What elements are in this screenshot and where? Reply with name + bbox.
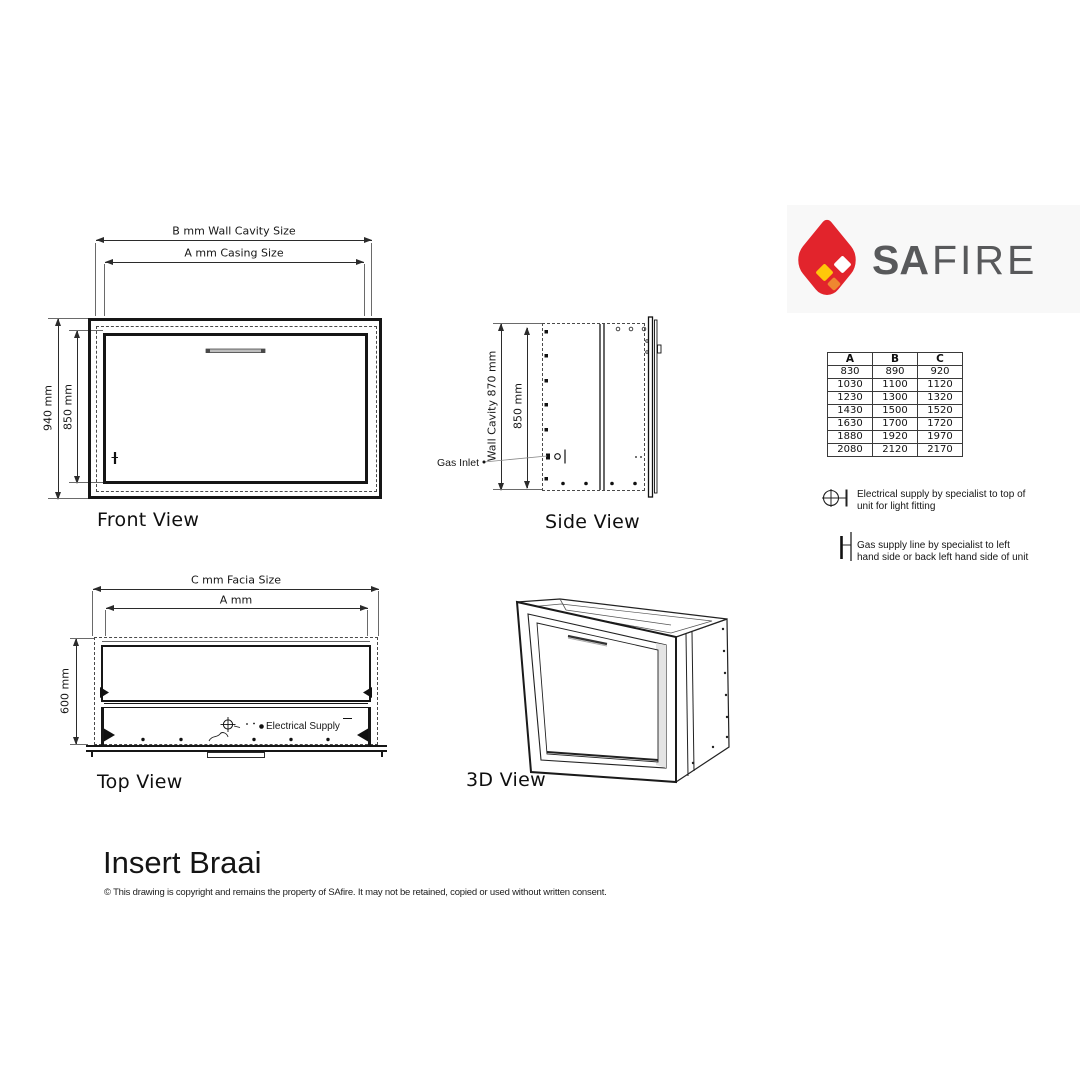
table-row	[828, 431, 963, 444]
front-dim-a-label: A mm Casing Size	[184, 246, 284, 260]
top-dim-600-label: 600 mm	[58, 668, 72, 714]
extension-line	[104, 264, 105, 316]
side-dim-850-label: 850 mm	[511, 383, 525, 429]
page-title: Insert Braai	[103, 845, 262, 880]
dim-line	[105, 262, 364, 263]
table-cell: 920	[918, 366, 963, 379]
leader-dot	[483, 461, 486, 464]
dim-line	[77, 331, 78, 483]
electrical-supply-icon	[820, 485, 852, 511]
legend-electrical-text	[857, 489, 1025, 513]
table-row	[828, 379, 963, 392]
copyright-note: © This drawing is copyright and remains the property of SAfire. It may not be retained, copied or used without written consent.	[104, 887, 607, 898]
table-cell: 890	[873, 366, 918, 379]
front-view-details	[85, 315, 395, 505]
table-cell: 1630	[828, 418, 873, 431]
extension-line	[371, 243, 372, 316]
legend-gas-line2: hand side or back left hand side of unit	[857, 552, 1029, 563]
table-cell: 1300	[873, 392, 918, 405]
top-dim-c-label: C mm Facia Size	[190, 573, 282, 587]
vent-holes	[616, 327, 648, 353]
table-row	[828, 392, 963, 405]
side-dim-870-label: Wall Cavity 870 mm	[485, 350, 499, 462]
dim-line	[58, 319, 59, 499]
extension-line	[48, 498, 88, 499]
logo-flame-icon	[791, 216, 863, 304]
side-view-details	[430, 308, 680, 508]
table-header-row	[828, 353, 963, 366]
table-cell: 1500	[873, 405, 918, 418]
gas-inlet-label: Gas Inlet	[437, 457, 480, 469]
facia-flange	[649, 317, 653, 497]
legend-gas-line1: Gas supply line by specialist to left	[857, 540, 1010, 551]
box-right-face	[676, 619, 729, 782]
side-view-caption: Side View	[545, 511, 640, 533]
logo-flame-body	[792, 217, 863, 303]
table-header-c: C	[918, 353, 963, 366]
electrical-supply-label: Electrical Supply	[266, 721, 340, 732]
facia-flange-inner	[655, 320, 658, 493]
extension-line	[48, 318, 88, 319]
bottom-fixings	[561, 456, 642, 485]
table-cell: 1880	[828, 431, 873, 444]
table-cell: 1100	[873, 379, 918, 392]
table-cell: 1720	[918, 418, 963, 431]
view-3d-caption: 3D View	[466, 769, 546, 791]
table-row	[828, 418, 963, 431]
logo-wordmark	[872, 237, 1038, 283]
table-row	[828, 405, 963, 418]
top-view-caption: Top View	[97, 771, 183, 793]
top-dim-a-label: A mm	[219, 593, 253, 607]
table-row	[828, 366, 963, 379]
size-table	[827, 352, 963, 457]
table-cell: 2080	[828, 444, 873, 457]
table-row	[828, 444, 963, 457]
table-cell: 1520	[918, 405, 963, 418]
front-dim-850-label: 850 mm	[61, 384, 75, 430]
view-3d-drawing	[460, 585, 770, 795]
table-header-b: B	[873, 353, 918, 366]
legend-electrical-line1: Electrical supply by specialist to top of	[857, 489, 1026, 500]
flange-knob	[658, 345, 662, 353]
door-handle	[206, 349, 265, 353]
gas-connection-mark	[112, 452, 119, 464]
extension-line	[95, 243, 96, 316]
table-cell: 1700	[873, 418, 918, 431]
table-cell: 2170	[918, 444, 963, 457]
gas-supply-icon	[834, 530, 858, 564]
front-dim-940-label: 940 mm	[41, 385, 55, 431]
legend-electrical-line2: unit for light fitting	[857, 501, 936, 512]
dim-line	[106, 608, 368, 609]
table-cell: 1230	[828, 392, 873, 405]
gas-inlet-leader	[484, 456, 547, 462]
legend-gas-text	[857, 540, 1028, 564]
dim-line	[93, 589, 379, 590]
front-dim-b-label: B mm Wall Cavity Size	[172, 224, 296, 238]
table-cell: 1920	[873, 431, 918, 444]
table-header-a: A	[828, 353, 873, 366]
top-view-details	[85, 630, 405, 765]
cable-squiggle	[209, 733, 228, 741]
table-cell: 1320	[918, 392, 963, 405]
fixing-dots	[141, 738, 329, 741]
door-handle-end	[206, 349, 210, 353]
dim-line	[76, 639, 77, 744]
logo-text-sa: SA	[872, 237, 929, 283]
table-cell: 1430	[828, 405, 873, 418]
electrical-symbol-icon	[221, 717, 264, 732]
extension-line	[364, 264, 365, 316]
table-cell: 1970	[918, 431, 963, 444]
gas-inlet-symbol-icon	[546, 450, 565, 464]
table-cell: 830	[828, 366, 873, 379]
table-cell: 2120	[873, 444, 918, 457]
front-view-caption: Front View	[97, 509, 200, 531]
table-cell: 1030	[828, 379, 873, 392]
door-handle-end	[261, 349, 265, 353]
table-cell: 1120	[918, 379, 963, 392]
logo-text-fire: FIRE	[931, 237, 1038, 283]
dim-line	[96, 240, 372, 241]
corner-arrows	[100, 687, 372, 742]
